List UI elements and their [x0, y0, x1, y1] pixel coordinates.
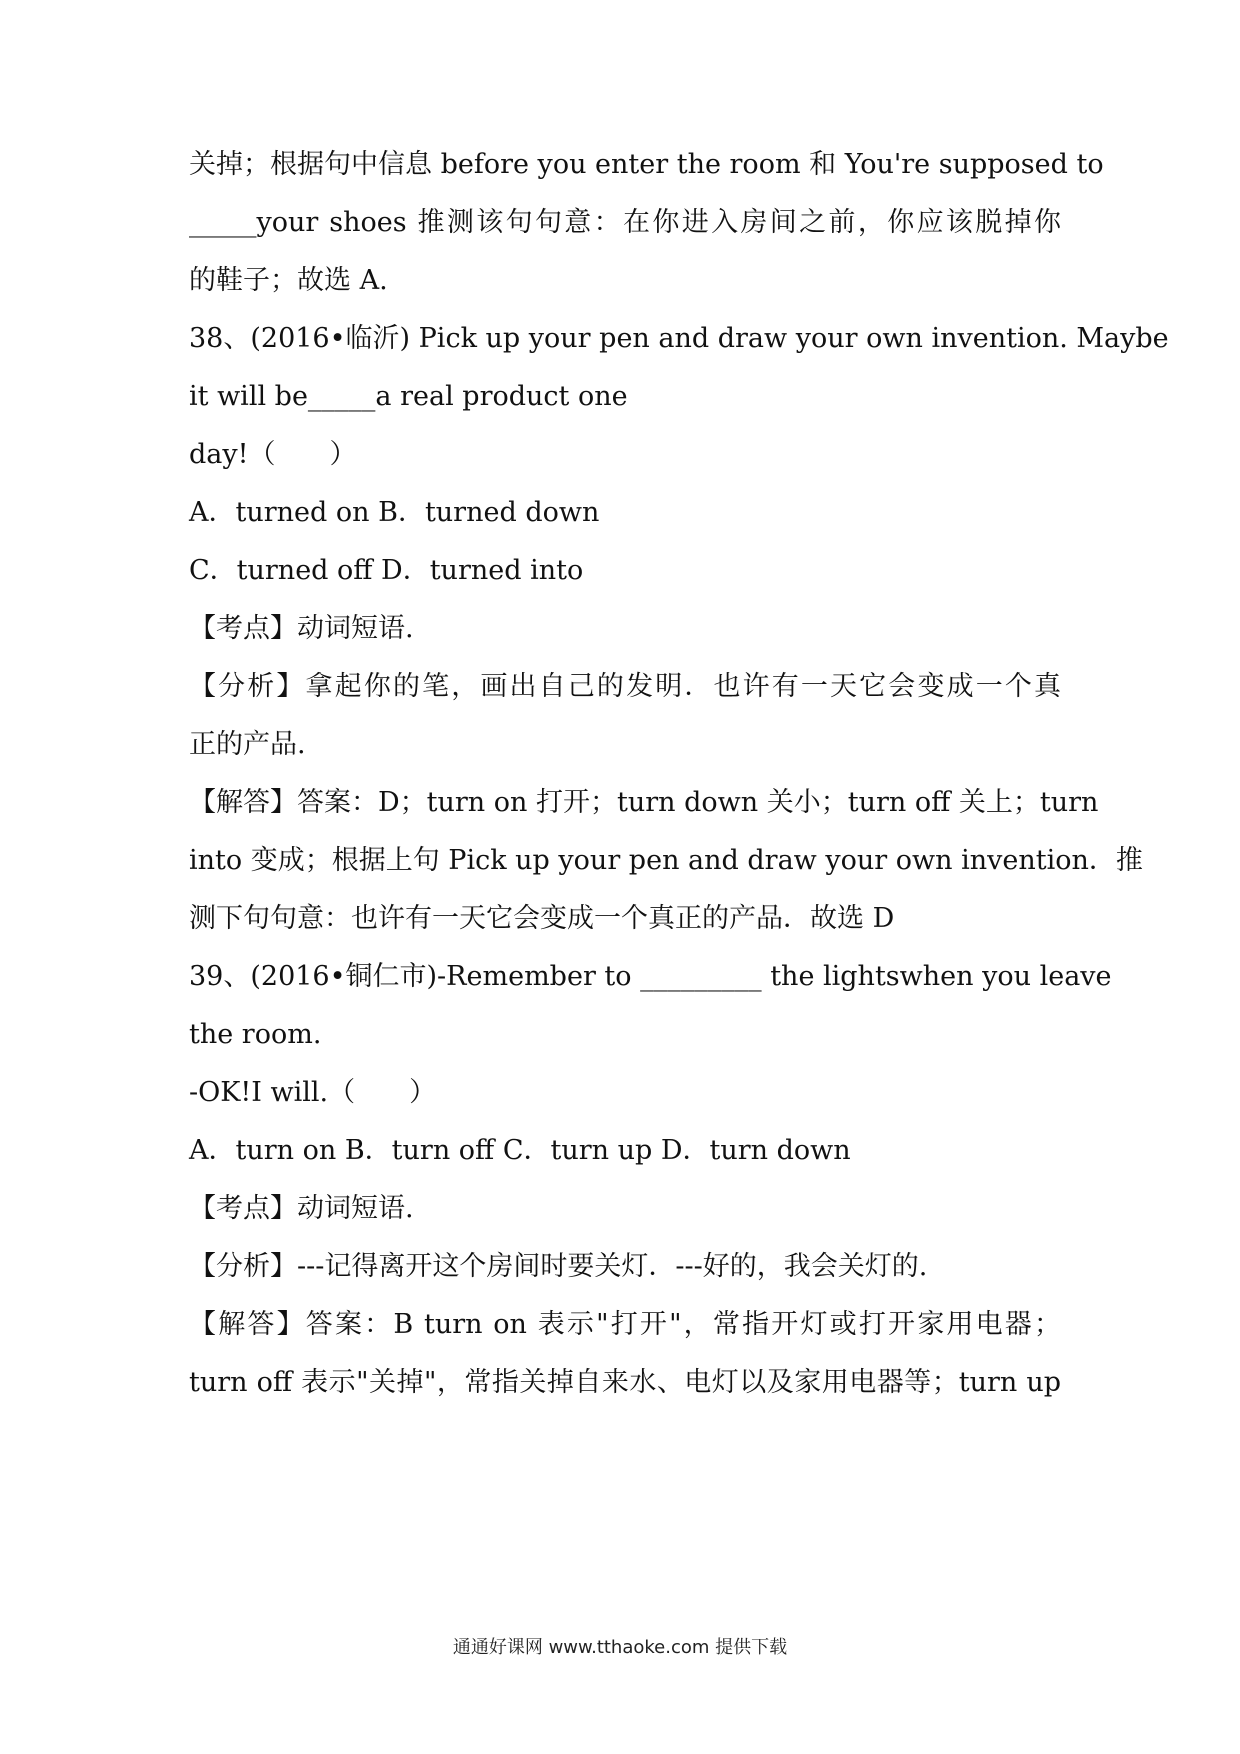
- text-line: 关掉；根据句中信息 before you enter the room 和 You're supposed to: [189, 149, 1104, 180]
- text-line: day!（ ）: [189, 439, 357, 470]
- page-footer: 通通好课网 www.tthaoke.com 提供下载: [452, 1637, 788, 1658]
- text-line: into 变成；根据上句 Pick up your pen and draw your own invention．推: [189, 845, 1143, 876]
- question-38-analysis: 【分析】拿起你的笔，画出自己的发明．也许有一天它会变成一个真: [189, 671, 1061, 702]
- text-line: 正的产品.: [189, 729, 306, 760]
- question-39-answer: 【解答】答案：B turn on 表示"打开"，常指开灯或打开家用电器；: [189, 1309, 1061, 1340]
- question-38-stem: 38、(2016•临沂) Pick up your pen and draw your own invention. Maybe: [189, 323, 1169, 354]
- question-38-options-ab: A．turned on B．turned down: [189, 497, 600, 528]
- question-39-stem: 39、(2016•铜仁市)-Remember to _________ the lightswhen you leave: [189, 961, 1112, 992]
- text-line: the room.: [189, 1019, 322, 1050]
- text-line: _____your shoes 推测该句句意：在你进入房间之前，你应该脱掉你: [189, 207, 1061, 238]
- question-38-answer: 【解答】答案：D；turn on 打开；turn down 关小；turn off 关上；turn: [189, 787, 1099, 818]
- question-39-key-point: 【考点】动词短语.: [189, 1193, 414, 1224]
- question-39-analysis: 【分析】---记得离开这个房间时要关灯．---好的，我会关灯的.: [189, 1251, 928, 1282]
- question-38-options-cd: C．turned off D．turned into: [189, 555, 584, 586]
- question-39-options: A．turn on B．turn off C．turn up D．turn down: [189, 1135, 851, 1166]
- text-line: it will be_____a real product one: [189, 381, 628, 412]
- text-line: 测下句句意：也许有一天它会变成一个真正的产品．故选 D: [189, 903, 895, 934]
- text-line: 的鞋子；故选 A.: [189, 265, 388, 296]
- question-38-key-point: 【考点】动词短语.: [189, 613, 414, 644]
- text-line: turn off 表示"关掉"，常指关掉自来水、电灯以及家用电器等；turn up: [189, 1367, 1061, 1398]
- text-line: -OK!I will.（ ）: [189, 1077, 437, 1108]
